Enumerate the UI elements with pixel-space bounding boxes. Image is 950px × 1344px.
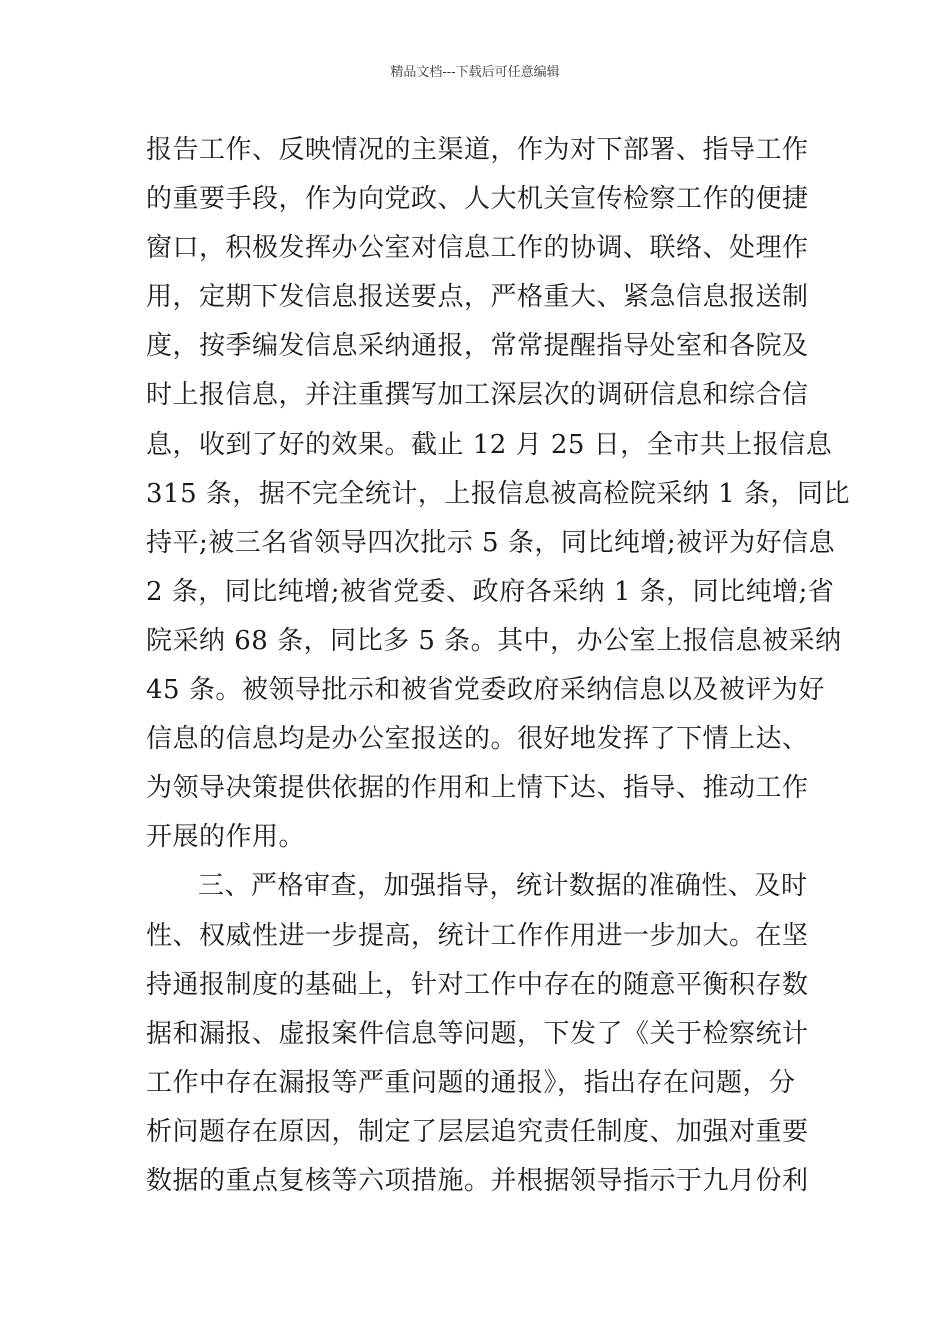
body-line: 度，按季编发信息采纳通报，常常提醒指导处室和各院及: [146, 331, 809, 362]
body-line: 开展的作用。: [146, 822, 306, 853]
body-line: 持通报制度的基础上，针对工作中存在的随意平衡积存数: [146, 969, 809, 1000]
body-line: 时上报信息，并注重撰写加工深层次的调研信息和综合信: [146, 380, 809, 411]
document-body: [146, 126, 850, 1206]
body-line: 信息的信息均是办公室报送的。很好地发挥了下情上达、: [146, 724, 809, 755]
body-line: 数据的重点复核等六项措施。并根据领导指示于九月份利: [146, 1165, 809, 1196]
body-line: 持平;被三名省领导四次批示 5 条，同比纯增;被评为好信息: [146, 527, 836, 558]
body-line: 息，收到了好的效果。截止 12 月 25 日，全市共上报信息: [146, 429, 833, 460]
body-line: 工作中存在漏报等严重问题的通报》，指出存在问题，分: [146, 1067, 796, 1098]
section-heading-line: 三、严格审查，加强指导，统计数据的准确性、及时: [198, 871, 808, 902]
body-line: 45 条。被领导批示和被省党委政府采纳信息以及被评为好: [146, 675, 825, 706]
body-line: 报告工作、反映情况的主渠道，作为对下部署、指导工作: [146, 135, 809, 165]
body-line: 315 条，据不完全统计，上报信息被高检院采纳 1 条，同比: [146, 478, 850, 509]
body-line: 院采纳 68 条，同比多 5 条。其中，办公室上报信息被采纳: [146, 625, 842, 656]
body-line: 据和漏报、虚报案件信息等问题，下发了《关于检察统计: [146, 1018, 809, 1049]
body-line: 析问题存在原因，制定了层层追究责任制度、加强对重要: [146, 1116, 809, 1147]
body-line: 2 条，同比纯增;被省党委、政府各采纳 1 条，同比纯增;省: [146, 576, 835, 607]
body-line: 用，定期下发信息报送要点，严格重大、紧急信息报送制: [146, 282, 809, 313]
body-line: 性、权威性进一步提高，统计工作作用进一步加大。在坚: [146, 920, 809, 951]
page-header: 精品文档---下载后可任意编辑: [390, 65, 560, 80]
body-line: 的重要手段，作为向党政、人大机关宣传检察工作的便捷: [146, 184, 809, 215]
body-line: 窗口，积极发挥办公室对信息工作的协调、联络、处理作: [146, 233, 809, 264]
body-line: 为领导决策提供依据的作用和上情下达、指导、推动工作: [146, 773, 809, 804]
